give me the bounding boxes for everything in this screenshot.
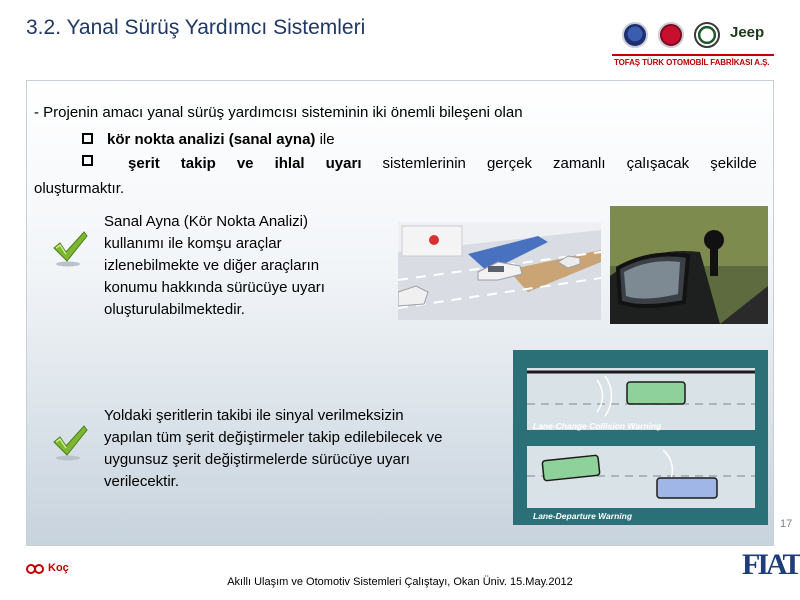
lane-change-caption: Lane-Change Collision Warning bbox=[533, 421, 662, 431]
brand-logos bbox=[612, 18, 774, 72]
paragraph-line: Sanal Ayna (Kör Nokta Analizi) bbox=[104, 213, 309, 230]
intro-continuation: oluşturmaktır. bbox=[34, 180, 125, 197]
lane-warning-illustration bbox=[513, 350, 768, 525]
bullet-word: gerçek bbox=[486, 155, 532, 172]
paragraph-line: kullanımı ile komşu araçlar bbox=[104, 235, 282, 252]
koc-logo bbox=[26, 562, 72, 576]
bullet-word: şekilde bbox=[710, 155, 757, 172]
koc-mark-icon bbox=[26, 564, 46, 574]
bullet-word: sistemlerinin bbox=[382, 155, 466, 172]
paragraph-line: Yoldaki şeritlerin takibi ile sinyal verilmeksizin bbox=[104, 407, 404, 424]
bullet-blind-spot bbox=[82, 131, 335, 148]
lancia-logo bbox=[622, 22, 648, 48]
bullet-bold-word: takip bbox=[180, 155, 216, 172]
bullet-bold-word: uyarı bbox=[325, 155, 362, 172]
blind-spot-paragraph bbox=[104, 211, 325, 321]
bullet-bold-word: şerit bbox=[128, 155, 160, 172]
paragraph-line: yapılan tüm şerit değiştirmeler takip edilebilecek ve bbox=[104, 429, 443, 446]
bullet-rest-text: ile bbox=[315, 131, 335, 148]
footer-text: Akıllı Ulaşım ve Otomotiv Sistemleri Çalıştayı, Okan Üniv. 15.May.2012 bbox=[227, 576, 573, 588]
paragraph-line: oluşturulabilmektedir. bbox=[104, 301, 245, 318]
paragraph-line: izlenebilmekte ve diğer araçların bbox=[104, 257, 320, 274]
jeep-logo: Jeep bbox=[730, 24, 765, 41]
bullet-lane-tracking bbox=[82, 155, 757, 172]
bullet-bold-text: kör nokta analizi (sanal ayna) bbox=[107, 131, 316, 148]
company-name: TOFAŞ TÜRK OTOMOBİL FABRİKASI A.Ş. bbox=[614, 58, 770, 67]
bullet-box-icon bbox=[82, 133, 93, 144]
koc-label: Koç bbox=[48, 562, 69, 574]
paragraph-line: verilecektir. bbox=[104, 473, 180, 490]
fiat-logo bbox=[658, 22, 684, 48]
check-icon bbox=[50, 228, 90, 268]
intro-text: - Projenin amacı yanal sürüş yardımcısı sisteminin iki önemli bileşeni olan bbox=[34, 104, 523, 121]
bullet-bold-word: ve bbox=[236, 155, 254, 172]
paragraph-line: uygunsuz şerit değiştirmelerde sürücüye uyarı bbox=[104, 451, 410, 468]
blind-spot-road-illustration bbox=[398, 222, 601, 320]
bullet-word: çalışacak bbox=[626, 155, 690, 172]
side-mirror-photo bbox=[610, 206, 768, 324]
bullet-word: zamanlı bbox=[553, 155, 606, 172]
bullet-box-icon bbox=[82, 155, 93, 166]
page-number: 17 bbox=[780, 518, 793, 530]
slide-title: 3.2. Yanal Sürüş Yardımcı Sistemleri bbox=[26, 16, 366, 39]
lane-tracking-paragraph bbox=[104, 405, 443, 493]
bullet-bold-word: ihlal bbox=[274, 155, 305, 172]
check-icon bbox=[50, 422, 90, 462]
lane-departure-caption: Lane-Departure Warning bbox=[533, 511, 633, 521]
brand-divider bbox=[612, 54, 774, 56]
paragraph-line: konumu hakkında sürücüye uyarı bbox=[104, 279, 325, 296]
fiat-footer-logo: FIAT bbox=[742, 548, 800, 581]
alfa-romeo-logo bbox=[694, 22, 720, 48]
